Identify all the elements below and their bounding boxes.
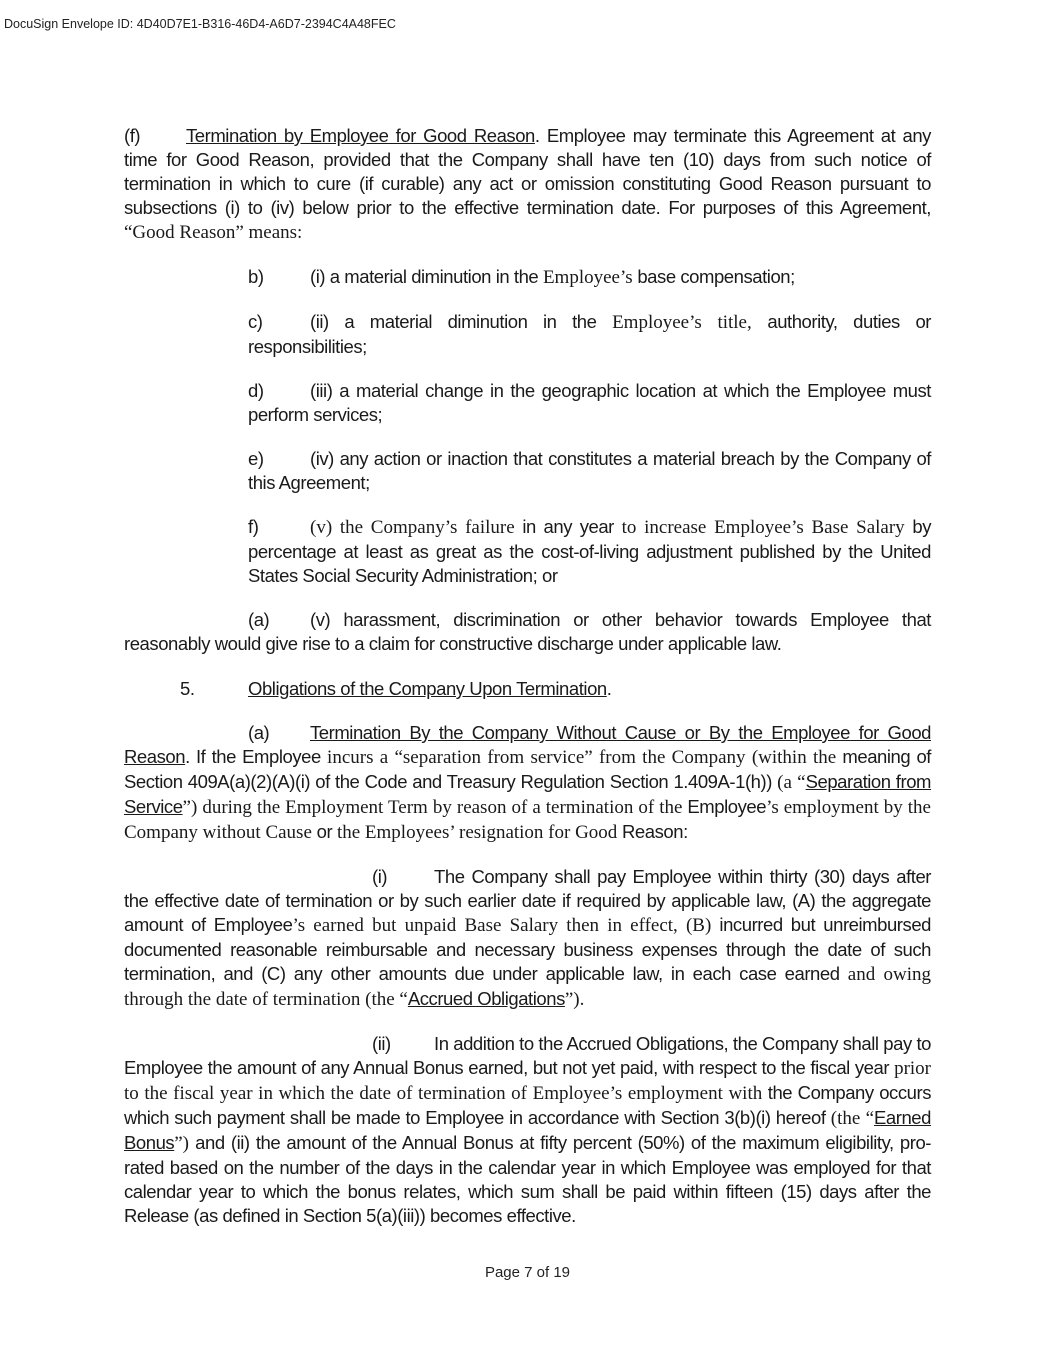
good-reason-text-serif: (v) the Company’s failure (310, 517, 523, 538)
section-5a-i-text-serif: ”). (564, 989, 585, 1010)
section-5a-i-label: (i) (372, 866, 388, 887)
clause-a-label: (a) (248, 609, 270, 630)
section-5a-ii-text-serif: (the “ (830, 1108, 875, 1129)
section-5a-i-text: The Company shall pay Employee within thirty (30) days after the effective date of termination or by such earlier date if required by applicable law, (A) the aggregate amount of Employee (124, 866, 931, 935)
good-reason-text: in any year (522, 516, 614, 537)
section-5-number: 5. (180, 678, 195, 699)
good-reason-label: f) (248, 516, 259, 537)
section-f-heading: Termination by Employee for Good Reason (186, 125, 535, 146)
section-f-body: Employee may terminate this Agreement at any time for Good Reason, provided that the Company shall have ten (10) days from such notice of termination in which to cure (if curable) any act or omission constituting Good Reason pursuant to subsections (i) to (iv) below prior to the effective termination date. For purposes of this Agreement, (124, 125, 931, 218)
good-reason-item (248, 515, 931, 588)
section-5-title-period: . (606, 678, 612, 699)
section-5a-text-serif: incurs a “separation from service” from the Company (within the (327, 747, 837, 768)
good-reason-text: by percentage at least as great as the cost-of-living adjustment published by the United States Social Security Administration; or (248, 516, 931, 586)
section-5a-ii-text: and (ii) the amount of the Annual Bonus at fifty percent (50%) of the maximum eligibility, pro-rated based on the number of the days in the calendar year in which Employee was employed for that calendar year to which the bonus relates, which sum shall be paid within fifteen (15) days after the Release (as defined in Section 5(a)(iii)) becomes effective. (124, 1132, 931, 1226)
defined-term-accrued-obligations: Accrued Obligations (407, 988, 565, 1009)
section-5a-text-serif: the Employees’ resignation for Good (332, 822, 618, 843)
good-reason-text: authority, duties or responsibilities; (248, 311, 931, 357)
good-reason-list (248, 265, 931, 588)
section-f-good-reason (124, 124, 931, 245)
section-5a-paragraph (124, 721, 931, 845)
section-5a-ii-paragraph (124, 1032, 931, 1228)
section-5a-text-serif: ”) during the Employment Term by reason of a termination of the (182, 797, 683, 818)
section-5a-text: or (316, 821, 333, 842)
docusign-envelope-id: DocuSign Envelope ID: 4D40D7E1-B316-46D4-A6D7-2394C4A48FEC (4, 17, 396, 31)
good-reason-label: c) (248, 311, 263, 332)
document-page-body (124, 124, 931, 1228)
section-5a-i-text-serif: ’s earned but unpaid Base Salary then in effect, (B) (292, 915, 712, 936)
good-reason-item (248, 265, 931, 290)
good-reason-text: (ii) a material diminution in the (310, 311, 613, 332)
section-5a-text: . If the Employee (185, 746, 328, 767)
good-reason-text-serif: Employee’s title, (612, 312, 752, 333)
section-5a-label: (a) (248, 722, 270, 743)
good-reason-text-serif: Employee’s (542, 267, 633, 288)
good-reason-item (248, 379, 931, 427)
section-5a-ii-text: In addition to the Accrued Obligations, the Company shall pay to Employee the amount of any Annual Bonus earned, but not yet paid, with respect to the fiscal year (124, 1033, 931, 1078)
section-5-heading (124, 677, 931, 701)
section-f-body-definition: “Good Reason” means: (124, 222, 303, 243)
section-5a-text: Reason: (617, 821, 688, 842)
page-number: Page 7 of 19 (484, 1264, 571, 1281)
good-reason-text-serif: to increase Employee’s Base Salary (613, 517, 905, 538)
section-5a-ii-label: (ii) (372, 1033, 391, 1054)
section-5a-heading: Termination By the Company Without Cause or By the Employee for Good Reason (124, 722, 931, 767)
section-f-heading-period: . (534, 125, 540, 146)
section-5a-ii-text: the Company occurs which such payment shall be made to Employee in accordance with Section 3(b)(i) hereof (124, 1082, 931, 1128)
good-reason-label: d) (248, 380, 264, 401)
good-reason-text: base compensation; (632, 266, 795, 287)
good-reason-item (248, 310, 931, 359)
section-5a-i-paragraph (124, 865, 931, 1012)
good-reason-text: (iv) any action or inaction that constitutes a material breach by the Company of this Agreement; (248, 448, 931, 493)
section-5a-text-serif: (a “ (777, 772, 806, 793)
clause-a-harassment (124, 608, 931, 656)
section-5a-ii-text-serif: ”) (174, 1133, 189, 1154)
good-reason-item (248, 447, 931, 495)
good-reason-text: (i) a material diminution in the (310, 266, 543, 287)
section-f-label: (f) (124, 125, 141, 146)
good-reason-label: e) (248, 448, 264, 469)
clause-a-text: (v) harassment, discrimination or other behavior towards Employee that reasonably would give rise to a claim for constructive discharge under applicable law. (124, 609, 931, 654)
section-5a-text-serif: ’s employment by the Company without Cause (124, 797, 931, 843)
section-5a-i-text: incurred but unreimbursed documented reasonable reimbursable and necessary business expenses through the date of such termination, and (C) any other amounts due under applicable law, in each case earned (124, 914, 931, 984)
section-5a-text: Employee (682, 796, 767, 817)
section-5-title: Obligations of the Company Upon Termination (248, 678, 607, 699)
good-reason-label: b) (248, 266, 264, 287)
section-5a-text: meaning of Section 409A(a)(2)(A)(i) of the Code and Treasury Regulation Section 1.409A-1(h)) (124, 746, 931, 792)
section-5a-i-text-serif: and owing through the date of termination (the “ (124, 964, 932, 1010)
section-5a-ii-text-serif: prior to the fiscal year in which the date of termination of Employee’s employment with (124, 1058, 931, 1104)
defined-term-earned-bonus: Earned Bonus (124, 1107, 931, 1153)
good-reason-text: (iii) a material change in the geographic location at which the Employee must perform services; (248, 380, 931, 425)
defined-term-separation-from-service: Separation from Service (124, 771, 932, 817)
